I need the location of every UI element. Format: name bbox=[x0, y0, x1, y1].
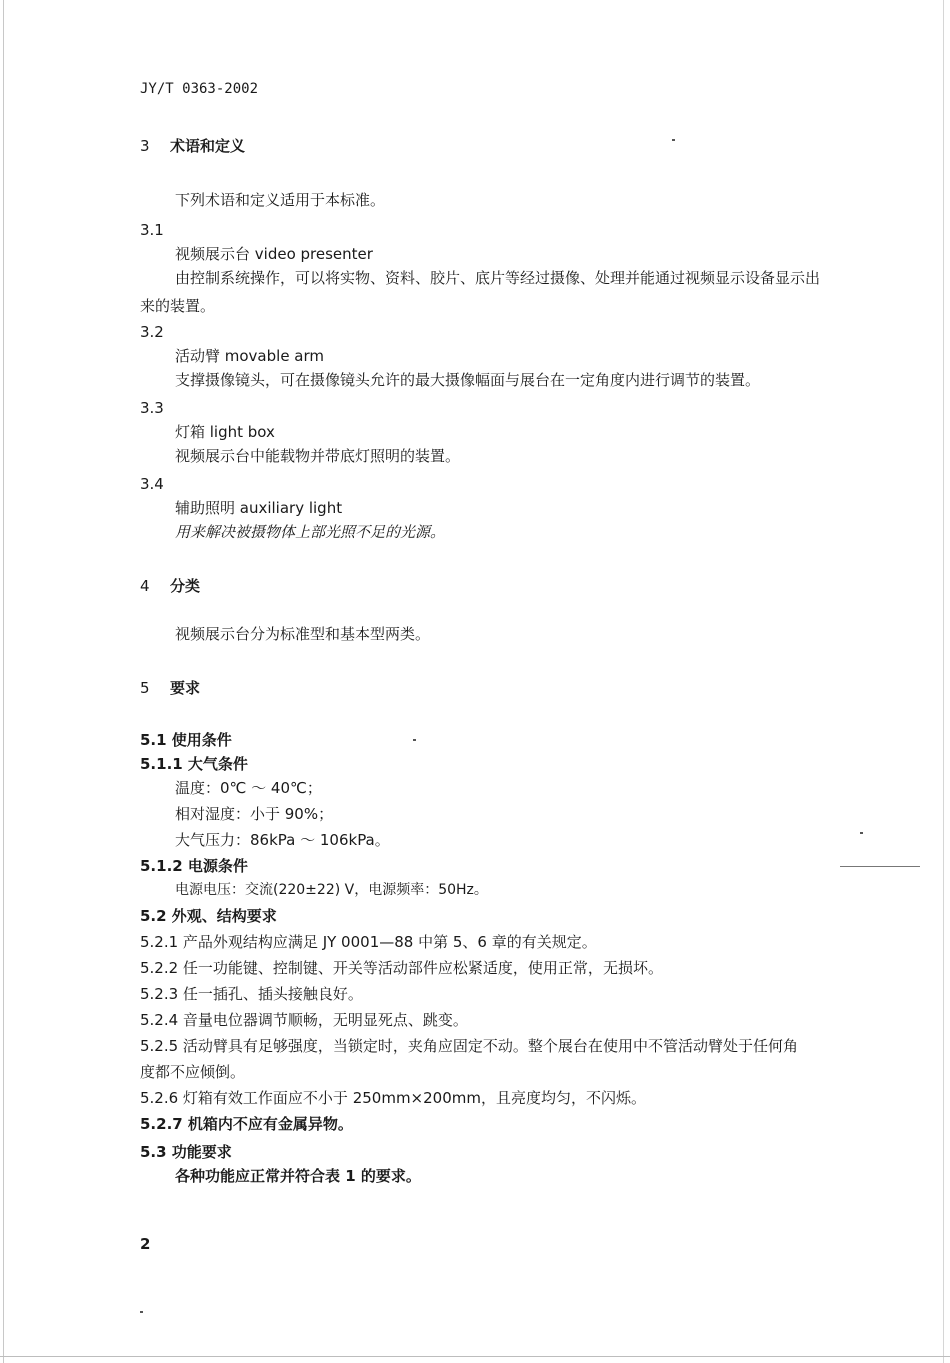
clause-3-4-number: 3.4 bbox=[140, 475, 164, 493]
scan-edge-bottom bbox=[0, 1356, 950, 1357]
clause-3-3-term: 灯箱 light box bbox=[175, 423, 275, 441]
clause-3-3-number: 3.3 bbox=[140, 399, 164, 417]
clause-5-3-heading: 5.3 功能要求 bbox=[140, 1143, 232, 1161]
clause-5-1-heading: 5.1 使用条件 bbox=[140, 731, 232, 749]
humidity-line: 相对湿度：小于 90%； bbox=[175, 805, 334, 823]
clause-5-2-heading: 5.2 外观、结构要求 bbox=[140, 907, 277, 925]
clause-3-2-def: 支撑摄像镜头，可在摄像镜头允许的最大摄像幅面与展台在一定角度内进行调节的装置。 bbox=[175, 371, 761, 389]
clause-5-2-5: 5.2.5 活动臂具有足够强度，当锁定时，夹角应固定不动。整个展台在使用中不管活动臂处于任何角 bbox=[140, 1037, 798, 1055]
clause-5-2-7: 5.2.7 机箱内不应有金属异物。 bbox=[140, 1115, 353, 1133]
clause-5-3-body: 各种功能应正常并符合表 1 的要求。 bbox=[175, 1167, 421, 1185]
clause-5-2-5-cont: 度都不应倾倒。 bbox=[140, 1063, 246, 1081]
section-3-number: 3 bbox=[140, 137, 150, 155]
temperature-line: 温度：0℃ ～ 40℃； bbox=[175, 779, 322, 797]
clause-5-1-2-heading: 5.1.2 电源条件 bbox=[140, 857, 248, 875]
section-4-number: 4 bbox=[140, 577, 150, 595]
clause-3-2-number: 3.2 bbox=[140, 323, 164, 341]
scan-speck bbox=[840, 866, 920, 867]
section-4-title: 分类 bbox=[170, 577, 201, 595]
pressure-line: 大气压力：86kPa ～ 106kPa。 bbox=[175, 831, 390, 849]
clause-3-1-def-cont: 来的装置。 bbox=[140, 297, 216, 315]
clause-5-2-4: 5.2.4 音量电位器调节顺畅，无明显死点、跳变。 bbox=[140, 1011, 468, 1029]
scan-edge-left bbox=[3, 0, 4, 1363]
clause-3-3-def: 视频展示台中能载物并带底灯照明的装置。 bbox=[175, 447, 461, 465]
clause-3-2-term: 活动臂 movable arm bbox=[175, 347, 325, 365]
clause-5-2-2: 5.2.2 任一功能键、控制键、开关等活动部件应松紧适度，使用正常，无损坏。 bbox=[140, 959, 663, 977]
section-3-intro: 下列术语和定义适用于本标准。 bbox=[175, 191, 386, 209]
doc-code: JY/T 0363-2002 bbox=[140, 81, 259, 97]
clause-5-2-6: 5.2.6 灯箱有效工作面应不小于 250mm×200mm，且亮度均匀，不闪烁。 bbox=[140, 1089, 646, 1107]
clause-5-2-3: 5.2.3 任一插孔、插头接触良好。 bbox=[140, 985, 363, 1003]
page-number: 2 bbox=[140, 1235, 151, 1253]
clause-3-1-def: 由控制系统操作，可以将实物、资料、胶片、底片等经过摄像、处理并能通过视频显示设备显示出 bbox=[175, 269, 821, 287]
clause-3-4-def: 用来解决被摄物体上部光照不足的光源。 bbox=[175, 523, 446, 541]
clause-5-2-1: 5.2.1 产品外观结构应满足 JY 0001—88 中第 5、6 章的有关规定。 bbox=[140, 933, 597, 951]
clause-3-1-number: 3.1 bbox=[140, 221, 164, 239]
section-5-number: 5 bbox=[140, 679, 150, 697]
section-4-body: 视频展示台分为标准型和基本型两类。 bbox=[175, 625, 431, 643]
scan-speck bbox=[860, 832, 863, 834]
power-line: 电源电压：交流(220±22) V，电源频率：50Hz。 bbox=[175, 882, 488, 898]
section-5-title: 要求 bbox=[170, 679, 201, 697]
section-3-title: 术语和定义 bbox=[170, 137, 246, 155]
scan-speck bbox=[672, 139, 675, 141]
scan-edge-right bbox=[943, 0, 944, 1363]
clause-3-1-term: 视频展示台 video presenter bbox=[175, 245, 373, 263]
scan-speck bbox=[140, 1311, 143, 1313]
clause-3-4-term: 辅助照明 auxiliary light bbox=[175, 499, 343, 517]
scan-speck bbox=[413, 739, 416, 741]
clause-5-1-1-heading: 5.1.1 大气条件 bbox=[140, 755, 248, 773]
